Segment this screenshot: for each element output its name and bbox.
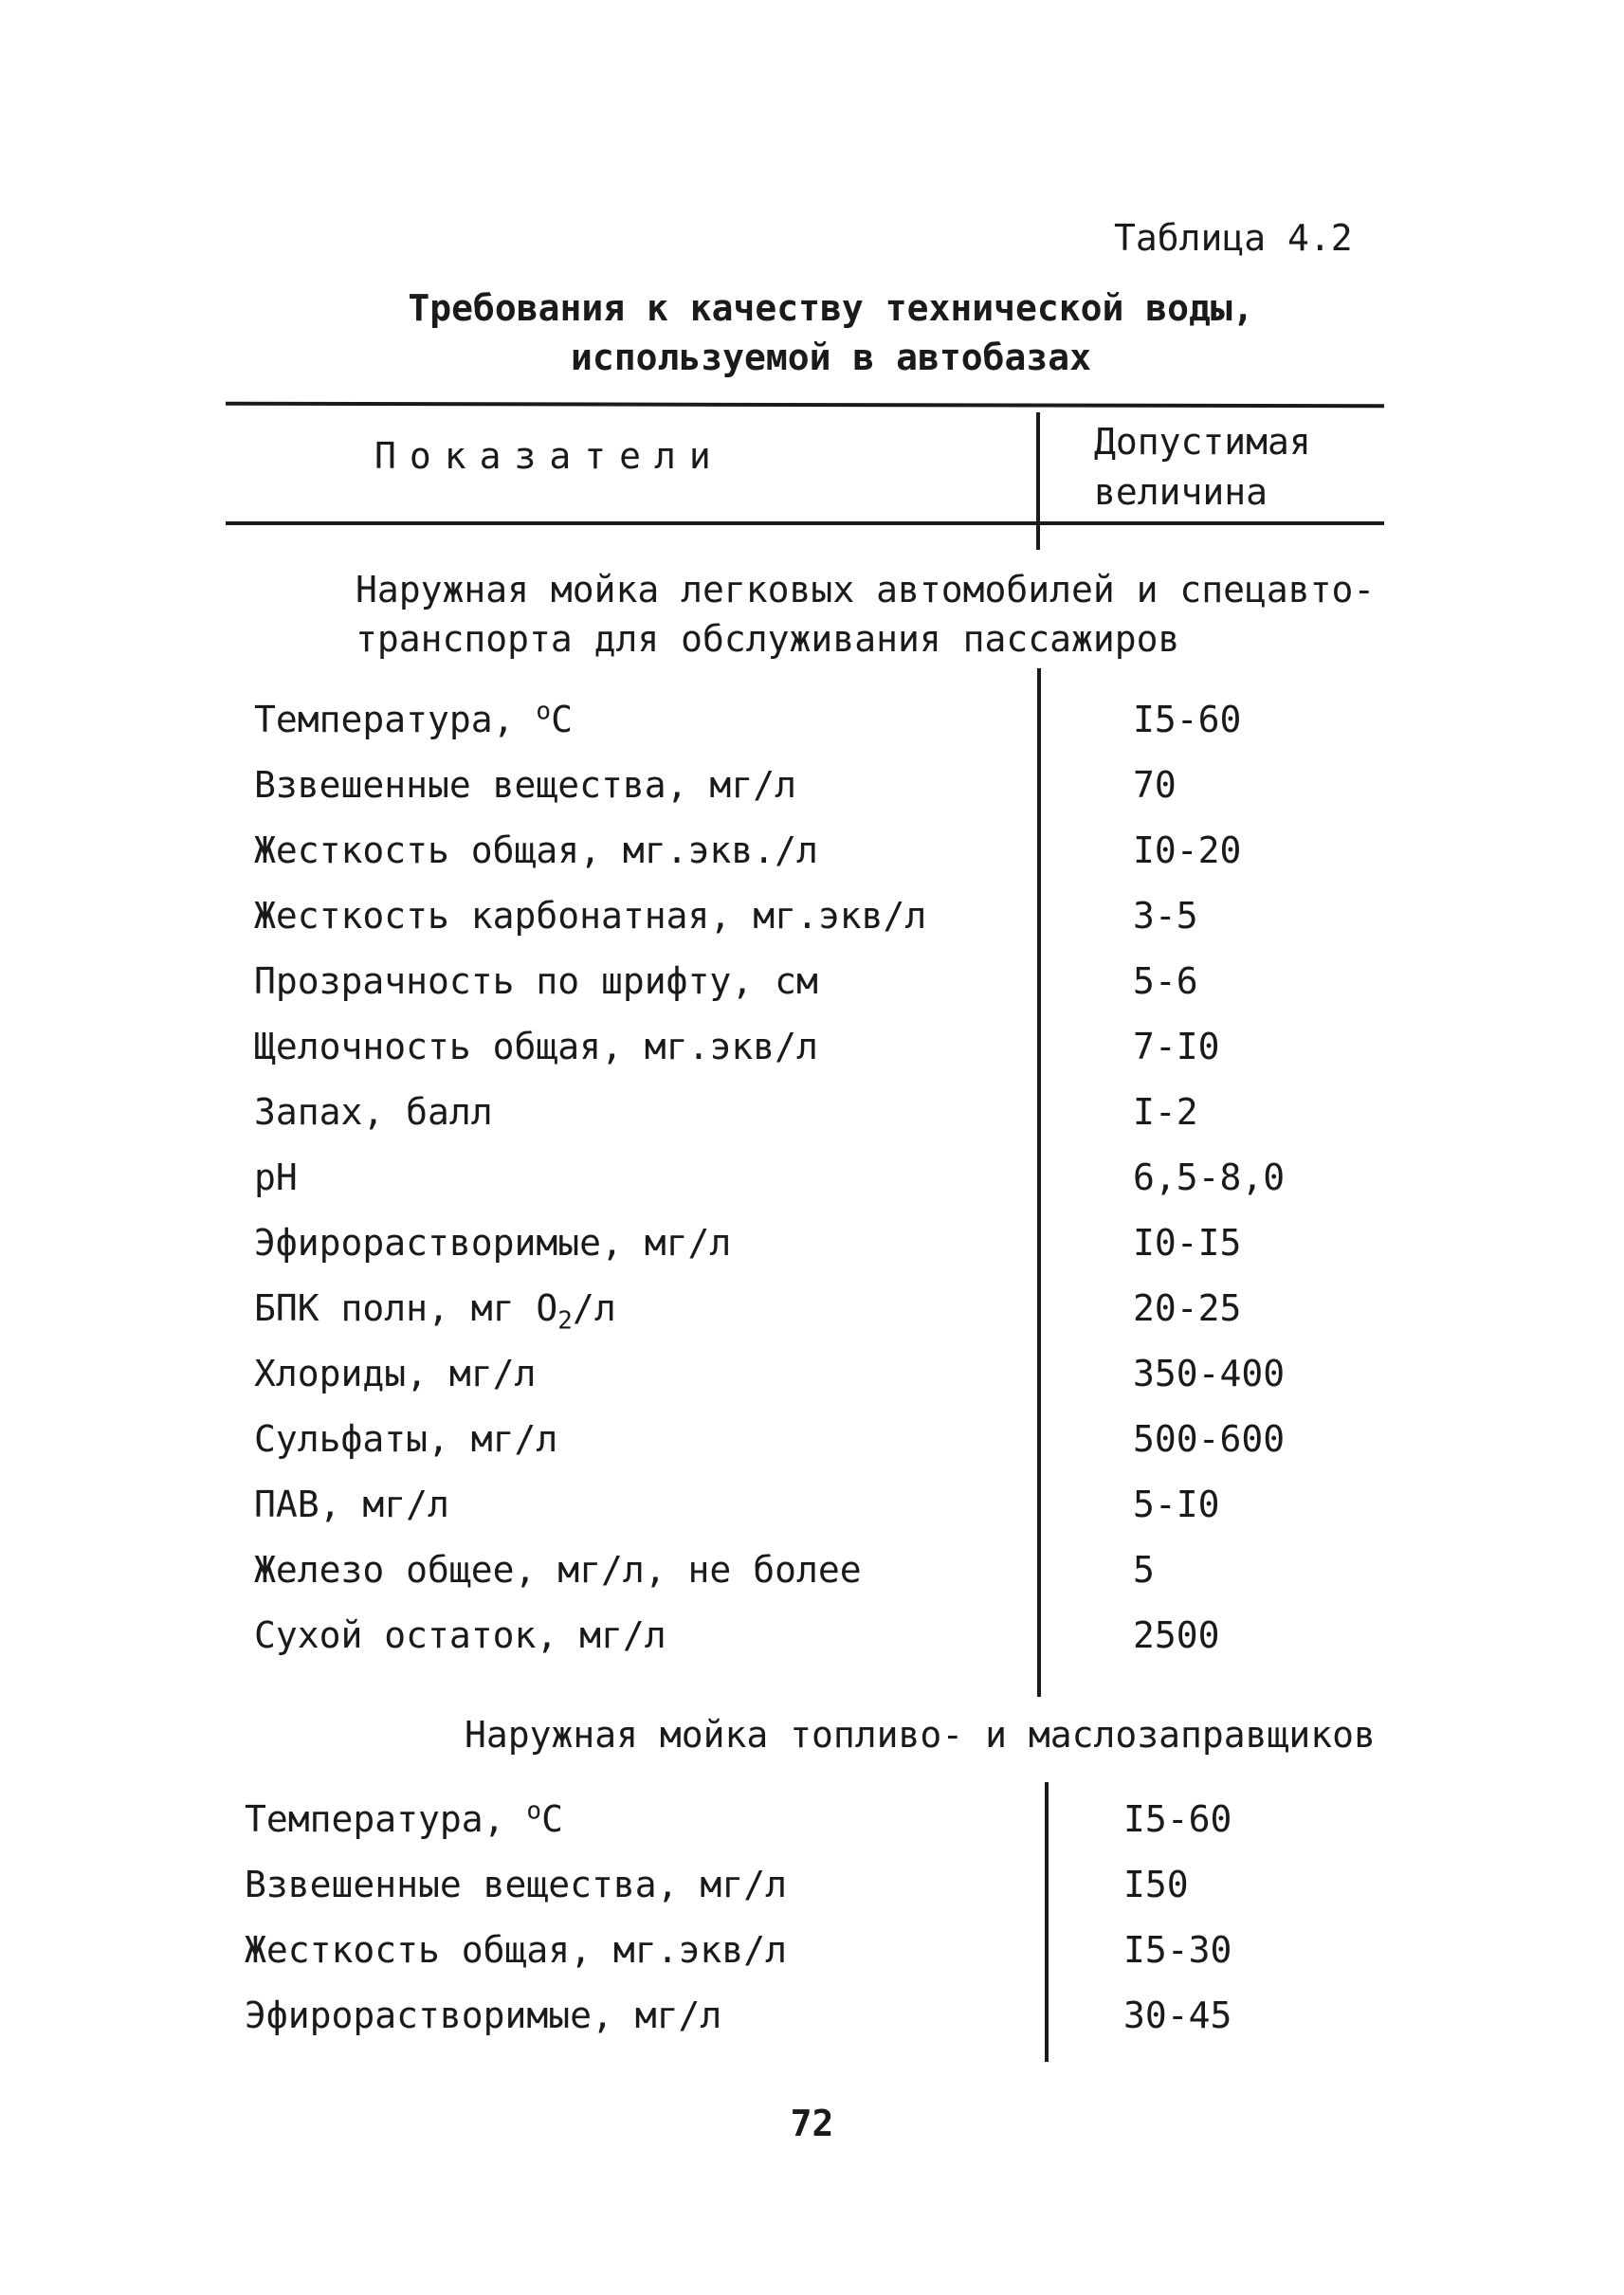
table-row-value: 70 — [1133, 764, 1177, 806]
table-row-value: 3-5 — [1133, 895, 1198, 937]
table-row-value: 30-45 — [1123, 1994, 1232, 2036]
table-row-value: 500-600 — [1133, 1418, 1286, 1460]
header-indicators: Показатели — [374, 435, 724, 477]
table-row-value: I5-60 — [1133, 699, 1242, 740]
table-row-name: БПК полн, мг $O_2/л$ — [254, 1287, 616, 1336]
section-2-title: Наружная мойка топливо- и маслозаправщиков — [465, 1714, 1376, 1756]
table-row-name: Щелочность общая, мг.экв/л — [254, 1026, 818, 1067]
header-bottom-rule — [226, 521, 1384, 525]
table-row-name: Взвешенные вещества, мг/л — [254, 764, 796, 806]
table-row-name: ПАВ, мг/л — [254, 1484, 449, 1525]
table-row-name: рН — [254, 1157, 298, 1198]
table-row-value: 5 — [1133, 1549, 1155, 1591]
table-row-name: Жесткость общая, мг.экв/л — [245, 1929, 787, 1971]
table-row-value: I-2 — [1133, 1091, 1198, 1133]
table-row-name: Железо общее, мг/л, не более — [254, 1549, 862, 1591]
table-row-value: 7-I0 — [1133, 1026, 1220, 1067]
table-row-name: Температура, $^o$С — [245, 1796, 563, 1840]
table-row-value: I0-I5 — [1133, 1222, 1242, 1264]
header-top-rule — [226, 402, 1384, 409]
table-label: Таблица 4.2 — [1114, 217, 1353, 259]
page-number: 72 — [790, 2103, 834, 2144]
table-row-value: I0-20 — [1133, 829, 1242, 871]
table-row-value: 5-I0 — [1133, 1484, 1220, 1525]
table-row-value: I5-30 — [1123, 1929, 1232, 1971]
table-row-value: 6,5-8,0 — [1133, 1157, 1286, 1198]
section-1-column-divider — [1037, 668, 1041, 1697]
table-row-name: Эфирорастворимые, мг/л — [245, 1994, 722, 2036]
section-1-title-line-2: транспорта для обслуживания пассажиров — [356, 618, 1180, 660]
table-row-name: Взвешенные вещества, мг/л — [245, 1864, 787, 1905]
table-row-value: I50 — [1123, 1864, 1189, 1905]
table-row-name: Сухой остаток, мг/л — [254, 1614, 666, 1656]
header-allowed-value-line-2: величина — [1094, 471, 1268, 513]
section-1-title-line-1: Наружная мойка легковых автомобилей и спецавто- — [356, 569, 1376, 610]
table-row-value: 2500 — [1133, 1614, 1220, 1656]
header-column-divider — [1036, 412, 1040, 550]
table-row-value: 20-25 — [1133, 1287, 1242, 1329]
table-title-line-2: используемой в автобазах — [570, 337, 1092, 378]
table-row-value: 5-6 — [1133, 960, 1198, 1002]
header-allowed-value-line-1: Допустимая — [1094, 421, 1311, 463]
table-row-name: Запах, балл — [254, 1091, 493, 1133]
table-row-name: Температура, $^o$С — [254, 697, 573, 740]
table-row-value: I5-60 — [1123, 1798, 1232, 1840]
table-row-name: Хлориды, мг/л — [254, 1353, 537, 1394]
table-row-name: Жесткость карбонатная, мг.экв/л — [254, 895, 927, 937]
table-row-name: Эфирорастворимые, мг/л — [254, 1222, 732, 1264]
table-row-name: Сульфаты, мг/л — [254, 1418, 558, 1460]
table-row-name: Жесткость общая, мг.экв./л — [254, 829, 818, 871]
table-row-value: 350-400 — [1133, 1353, 1286, 1394]
table-row-name: Прозрачность по шрифту, см — [254, 960, 818, 1002]
table-title-line-1: Требования к качеству технической воды, — [408, 287, 1254, 329]
section-2-column-divider — [1045, 1782, 1049, 2062]
